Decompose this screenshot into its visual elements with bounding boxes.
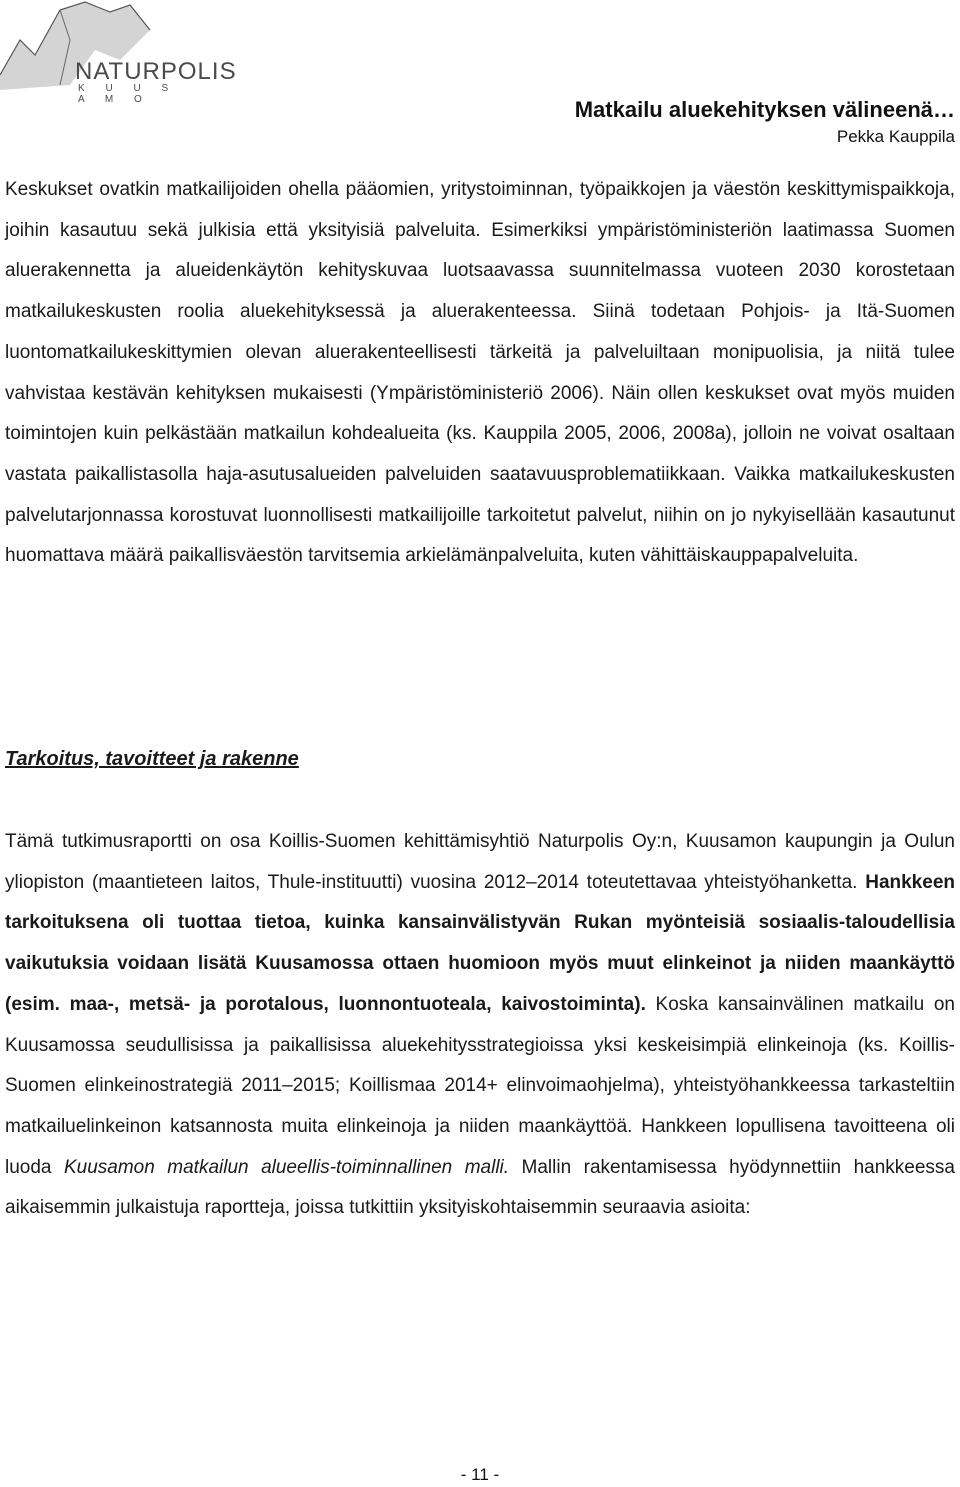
paragraph-2-text-1: Tämä tutkimusraportti on osa Koillis-Suomen kehittämisyhtiö Naturpolis Oy:n, Kuusamon kaupungin ja Oulun yliopiston (maantieteen laitos, Thule-instituutti) vuosina 2012–2014 toteutettavaa yhteistyöhanketta. bbox=[5, 831, 955, 893]
paragraph-2-text-2: Koska kansainvälinen matkailu on Kuusamossa seudullisissa ja paikallisissa aluekehitysstrategioissa yksi keskeisimpiä elinkeinoja (ks. Koillis-Suomen elinkeinostrategiä 2011–2015; Koillismaa 2014+ elinvoimaohjelma), yhteistyöhankkeessa tarkasteltiin matkailuelinkeinon katsannosta muita elinkeinoja ja niiden maankäyttöä. Hankkeen lopullisena tavoitteena oli luoda bbox=[5, 993, 955, 1178]
paragraph-2 bbox=[5, 822, 955, 1229]
logo-name: NATURPOLIS bbox=[75, 58, 237, 85]
running-header-author: Pekka Kauppila bbox=[836, 127, 955, 146]
paragraph-2-bold: Hankkeen tarkoituksena oli tuottaa tietoa, kuinka kansainvälistyvän Rukan myönteisiä sosiaalis-taloudellisia vaikutuksia voidaan lisätä Kuusamossa ottaen huomioon myös muut elinkeinot ja niiden maankäyttö (esim. maa-, metsä- ja porotalous, luonnontuoteala, kaivostoiminta). bbox=[5, 871, 955, 1015]
running-header-title: Matkailu aluekehityksen välineenä… bbox=[574, 97, 955, 122]
paragraph-1: Keskukset ovatkin matkailijoiden ohella pääomien, yritystoiminnan, työpaikkojen ja väestön keskittymispaikkoja, joihin kasautuu sekä julkisia että yksityisiä palveluita. Esimerkiksi ympäristöministeriön laatimassa Suomen aluerakennetta ja alueidenkäytön kehityskuvaa luotsaavassa suunnitelmassa vuoteen 2030 korostetaan matkailukeskusten roolia aluekehityksessä ja aluerakenteessa. Siinä todetaan Pohjois- ja Itä-Suomen luontomatkailukeskittymien olevan aluerakenteellisesti tärkeitä ja palveluiltaan monipuolisia, ja niitä tulee vahvistaa kestävän kehityksen mukaisesti (Ympäristöministeriö 2006). Näin ollen keskukset ovat myös muiden toimintojen kuin pelkästään matkailun kohdealueita (ks. Kauppila 2005, 2006, 2008a), jolloin ne voivat osaltaan vastata paikallistasolla haja-asutusalueiden palveluiden saatavuusproblematiikkaan. Vaikka matkailukeskusten palvelutarjonnassa korostuvat luonnollisesti matkailijoille tarkoitetut palvelut, niihin on jo nykyisellään kasautunut huomattava määrä paikallisväestön tarvitsemia arkielämänpalveluita, kuten vähittäiskauppapalveluita. bbox=[5, 179, 955, 567]
paragraph-2-text-3: Mallin rakentamisessa hyödynnettiin hankkeessa aikaisemmin julkaistuja raportteja, joissa tutkittiin yksityiskohtaisemmin seuraavia asioita: bbox=[5, 1156, 955, 1219]
page-number: - 11 - bbox=[460, 1465, 500, 1484]
section-heading: Tarkoitus, tavoitteet ja rakenne bbox=[5, 748, 299, 770]
logo-subtitle: K U U S A M O bbox=[78, 83, 178, 105]
paragraph-2-italic: Kuusamon matkailun alueellis-toiminnallinen malli. bbox=[63, 1156, 510, 1178]
naturpolis-logo bbox=[0, 0, 237, 110]
